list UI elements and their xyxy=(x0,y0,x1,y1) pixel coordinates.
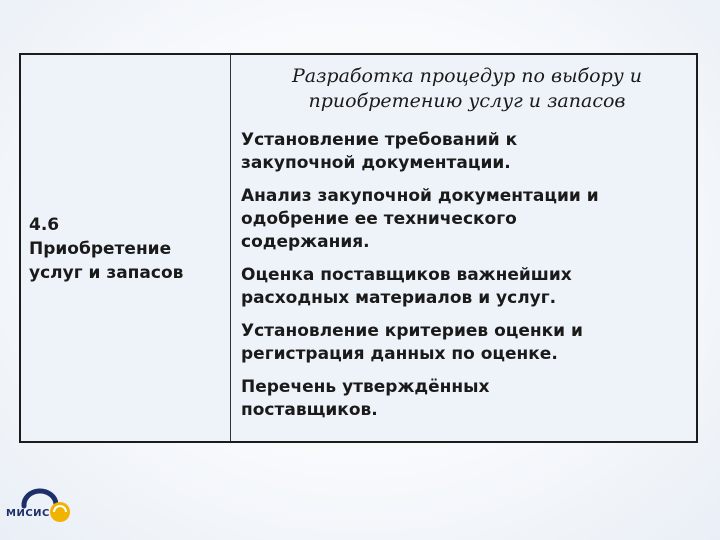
content-table xyxy=(19,53,698,443)
section-label xyxy=(29,213,227,285)
procedure-list xyxy=(241,129,696,432)
misis-logo xyxy=(4,488,74,528)
list-item-line: Установление требований к xyxy=(241,130,518,150)
list-item xyxy=(241,320,696,366)
list-item-line: регистрация данных по оценке. xyxy=(241,344,558,364)
list-item xyxy=(241,129,696,175)
list-item xyxy=(241,376,696,422)
section-title-line: Приобретение xyxy=(29,239,172,259)
list-item-line: поставщиков. xyxy=(241,400,378,420)
list-item xyxy=(241,185,696,254)
list-item-line: Перечень утверждённых xyxy=(241,377,490,397)
slide-title xyxy=(237,64,697,114)
list-item-line: одобрение ее технического xyxy=(241,209,517,229)
list-item-line: закупочной документации. xyxy=(241,153,511,173)
title-line: приобретению услуг и запасов xyxy=(308,90,626,112)
list-item-line: Установление критериев оценки и xyxy=(241,321,583,341)
logo-text: МИСИС xyxy=(6,508,50,519)
title-line: Разработка процедур по выбору и xyxy=(291,65,643,87)
list-item-line: расходных материалов и услуг. xyxy=(241,288,557,308)
list-item xyxy=(241,264,696,310)
list-item-line: Оценка поставщиков важнейших xyxy=(241,265,572,285)
list-item-line: Анализ закупочной документации и xyxy=(241,186,599,206)
list-item-line: содержания. xyxy=(241,232,370,252)
section-title-line: услуг и запасов xyxy=(29,263,184,283)
column-divider xyxy=(230,55,231,441)
section-number: 4.6 xyxy=(29,215,60,235)
